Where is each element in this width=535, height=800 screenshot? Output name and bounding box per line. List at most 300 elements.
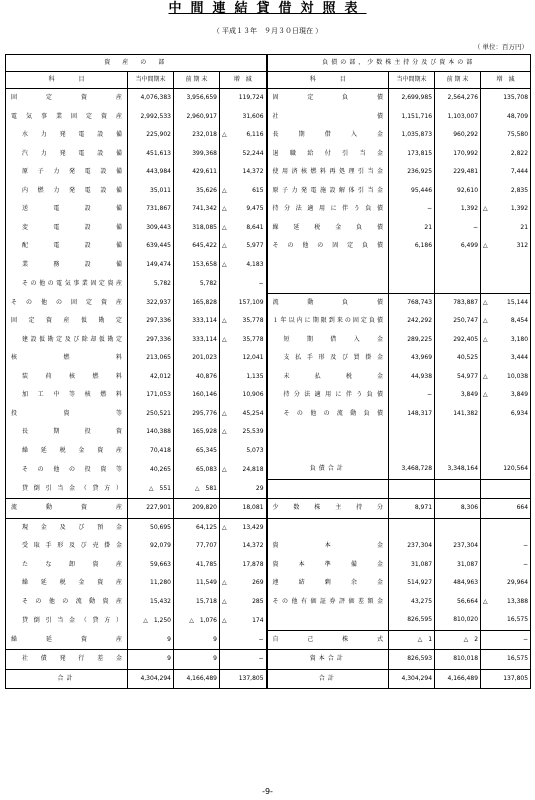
current-period-value: 4,304,294: [128, 669, 174, 689]
current-period-value: 4,076,383: [128, 89, 174, 108]
previous-period-value: 54,977: [435, 368, 481, 387]
table-row: [6, 293, 531, 312]
liability-item-label: 社債: [267, 108, 389, 127]
liability-item-label: 連結剰余金: [267, 574, 389, 593]
liability-item-label: 負債合計: [267, 460, 389, 479]
change-amount: −: [258, 655, 264, 663]
previous-period-value: 31,087: [435, 556, 481, 575]
current-period-value: 826,595: [389, 611, 435, 630]
change-value: [481, 537, 531, 556]
asset-item-label: 長期投資: [6, 423, 128, 442]
current-period-value: 826,593: [389, 650, 435, 670]
change-amount: −: [523, 542, 529, 550]
current-period-value: 768,743: [389, 293, 435, 312]
table-row: [6, 460, 531, 479]
previous-period-value: 237,304: [435, 537, 481, 556]
change-value: [481, 256, 531, 275]
column-header-row: [6, 72, 531, 89]
change-value: [220, 611, 267, 630]
current-period-value: 95,446: [389, 182, 435, 201]
col-item-left: 科 目: [6, 72, 128, 89]
current-period-value: 3,468,728: [389, 460, 435, 479]
report-date: （ 平成１３年 ９月３０日現在 ）: [212, 27, 323, 35]
change-value: [220, 182, 267, 201]
liability-item-label: 長期借入金: [267, 126, 389, 145]
table-row: [6, 499, 531, 519]
asset-item-label: 内燃力発電設備: [6, 182, 128, 201]
change-amount: 16,575: [507, 616, 529, 624]
decrease-mark: △: [483, 317, 488, 325]
asset-item-label: 貸倒引当金（貸方）: [6, 611, 128, 630]
change-value: [481, 274, 531, 293]
previous-period-value: 165,828: [174, 293, 220, 312]
previous-period-value: 5,782: [174, 274, 220, 293]
current-period-value: 297,336: [128, 331, 174, 350]
current-period-value: [389, 479, 435, 499]
change-amount: 17,878: [242, 560, 264, 568]
change-value: [481, 405, 531, 424]
previous-period-value: △ 1,076: [174, 611, 220, 630]
previous-period-value: [435, 256, 481, 275]
previous-period-value: 960,292: [435, 126, 481, 145]
current-period-value: [389, 442, 435, 461]
change-value: [481, 89, 531, 108]
asset-item-label: その他の投資等: [6, 460, 128, 479]
table-row: [6, 108, 531, 127]
decrease-mark: △: [222, 335, 227, 343]
change-value: [481, 312, 531, 331]
decrease-mark: △: [222, 260, 227, 268]
current-period-value: 5,782: [128, 274, 174, 293]
current-period-value: 149,474: [128, 256, 174, 275]
current-period-value: 9: [128, 630, 174, 650]
page-title: 中間連結貸借対照表: [168, 1, 367, 16]
liability-item-label: 短期借入金: [267, 331, 389, 350]
current-period-value: 40,265: [128, 460, 174, 479]
liability-item-label: 繰延税金負債: [267, 219, 389, 238]
asset-item-label: 貸倒引当金（貸方）: [6, 479, 128, 499]
current-period-value: 6,186: [389, 237, 435, 256]
asset-item-label: 原子力発電設備: [6, 163, 128, 182]
change-value: [481, 108, 531, 127]
liability-item-label: 支払手形及び買掛金: [267, 349, 389, 368]
asset-item-label: 繰延資産: [6, 630, 128, 650]
change-amount: 16,575: [507, 655, 529, 663]
change-value: [481, 219, 531, 238]
liability-item-label: 資本準備金: [267, 556, 389, 575]
change-value: [220, 312, 267, 331]
change-amount: 3,849: [510, 391, 529, 399]
table-row: [6, 423, 531, 442]
change-value: [220, 650, 267, 670]
previous-period-value: 3,348,164: [435, 460, 481, 479]
liability-item-label: [267, 611, 389, 630]
change-amount: 615: [252, 186, 264, 194]
change-amount: 35,778: [242, 317, 264, 325]
current-period-value: 140,388: [128, 423, 174, 442]
decrease-mark: △: [222, 317, 227, 325]
decrease-mark: △: [222, 409, 227, 417]
current-period-value: 639,445: [128, 237, 174, 256]
change-amount: 18,081: [242, 504, 264, 512]
previous-period-value: 429,611: [174, 163, 220, 182]
change-value: [481, 423, 531, 442]
decrease-mark: △: [222, 205, 227, 213]
current-period-value: 322,937: [128, 293, 174, 312]
change-value: [481, 518, 531, 537]
previous-period-value: 11,549: [174, 574, 220, 593]
liability-item-label: [267, 423, 389, 442]
change-value: [220, 537, 267, 556]
asset-item-label: 現金及び預金: [6, 518, 128, 537]
change-value: [481, 182, 531, 201]
liabilities-section-title: 負債の部，少数株主持分及び資本の部: [267, 55, 531, 72]
change-value: [220, 442, 267, 461]
decrease-mark: △: [483, 242, 488, 250]
current-period-value: 451,613: [128, 145, 174, 164]
change-amount: 3,180: [510, 335, 529, 343]
table-row: [6, 537, 531, 556]
previous-period-value: 333,114: [174, 331, 220, 350]
change-value: [481, 349, 531, 368]
table-row: [6, 405, 531, 424]
decrease-mark: △: [222, 223, 227, 231]
change-amount: −: [523, 635, 529, 643]
current-period-value: 173,815: [389, 145, 435, 164]
current-period-value: 43,275: [389, 593, 435, 612]
change-amount: 45,254: [242, 409, 264, 417]
previous-period-value: 8,306: [435, 499, 481, 519]
change-amount: 1,392: [510, 205, 529, 213]
col-current-left: 当中間期末: [128, 72, 174, 89]
change-amount: 13,429: [242, 523, 264, 531]
liability-item-label: その他の固定負債: [267, 237, 389, 256]
decrease-mark: △: [222, 579, 227, 587]
table-row: [6, 630, 531, 650]
change-amount: 29: [255, 484, 264, 492]
change-value: [220, 479, 267, 499]
change-value: [220, 405, 267, 424]
liability-item-label: [267, 256, 389, 275]
table-row: [6, 331, 531, 350]
section-header-row: [6, 55, 531, 72]
change-value: [220, 574, 267, 593]
current-period-value: 4,304,294: [389, 669, 435, 689]
change-amount: 119,724: [238, 94, 264, 102]
liability-item-label: 流動負債: [267, 293, 389, 312]
table-row: [6, 442, 531, 461]
current-period-value: 514,927: [389, 574, 435, 593]
decrease-mark: △: [222, 242, 227, 250]
previous-period-value: 2,960,917: [174, 108, 220, 127]
change-amount: 7,444: [510, 168, 529, 176]
current-period-value: [389, 518, 435, 537]
change-amount: 13,388: [507, 597, 529, 605]
change-value: [220, 556, 267, 575]
asset-item-label: 業務設備: [6, 256, 128, 275]
asset-item-label: 固定資産仮勘定: [6, 312, 128, 331]
previous-period-value: 399,368: [174, 145, 220, 164]
current-period-value: 1,035,873: [389, 126, 435, 145]
current-period-value: 171,053: [128, 386, 174, 405]
decrease-mark: △: [483, 391, 488, 399]
table-row: [6, 256, 531, 275]
change-value: [220, 368, 267, 387]
change-value: [220, 256, 267, 275]
change-amount: 25,539: [242, 428, 264, 436]
table-row: [6, 200, 531, 219]
current-period-value: −: [389, 200, 435, 219]
previous-period-value: 209,820: [174, 499, 220, 519]
table-row: [6, 650, 531, 670]
change-value: [481, 368, 531, 387]
current-period-value: 309,443: [128, 219, 174, 238]
change-value: [220, 499, 267, 519]
change-amount: 269: [252, 579, 264, 587]
change-amount: 120,564: [503, 465, 529, 473]
current-period-value: 2,992,533: [128, 108, 174, 127]
previous-period-value: 810,020: [435, 611, 481, 630]
previous-period-value: 64,125: [174, 518, 220, 537]
table-row: [6, 574, 531, 593]
previous-period-value: 229,481: [435, 163, 481, 182]
table-row: [6, 556, 531, 575]
current-period-value: 731,867: [128, 200, 174, 219]
current-period-value: 237,304: [389, 537, 435, 556]
liability-item-label: 自己株式: [267, 630, 389, 650]
table-row: [6, 386, 531, 405]
current-period-value: 11,280: [128, 574, 174, 593]
previous-period-value: 1,392: [435, 200, 481, 219]
previous-period-value: 4,166,489: [435, 669, 481, 689]
change-value: [481, 163, 531, 182]
previous-period-value: 484,963: [435, 574, 481, 593]
change-amount: 75,580: [507, 131, 529, 139]
decrease-mark: △: [483, 298, 488, 306]
change-value: [481, 293, 531, 312]
change-value: [220, 331, 267, 350]
change-value: [220, 593, 267, 612]
current-period-value: 297,336: [128, 312, 174, 331]
col-previous-left: 前 期 末: [174, 72, 220, 89]
change-amount: 135,708: [503, 94, 529, 102]
change-amount: 52,244: [242, 149, 264, 157]
decrease-mark: △: [222, 131, 227, 139]
liability-item-label: 未払税金: [267, 368, 389, 387]
liability-item-label: 持分法適用に伴う負債: [267, 386, 389, 405]
table-row: [6, 126, 531, 145]
unit-label: （ 単位：百万円）: [473, 43, 528, 51]
change-value: [481, 669, 531, 689]
asset-item-label: その他の流動資産: [6, 593, 128, 612]
change-amount: 29,964: [507, 579, 529, 587]
col-change-left: 増 減: [220, 72, 267, 89]
previous-period-value: 77,707: [174, 537, 220, 556]
asset-item-label: 投資等: [6, 405, 128, 424]
col-item-right: 科 目: [267, 72, 389, 89]
change-value: [481, 650, 531, 670]
previous-period-value: 56,664: [435, 593, 481, 612]
col-current-right: 当中間期末: [389, 72, 435, 89]
asset-item-label: 繰延税金資産: [6, 574, 128, 593]
change-amount: 15,144: [507, 298, 529, 306]
change-amount: 10,906: [242, 391, 264, 399]
previous-period-value: [435, 423, 481, 442]
change-amount: −: [258, 635, 264, 643]
current-period-value: △ 1,250: [128, 611, 174, 630]
change-value: [481, 611, 531, 630]
change-amount: 31,606: [242, 112, 264, 120]
liability-item-label: [267, 442, 389, 461]
change-amount: 9,475: [246, 205, 264, 213]
previous-period-value: 201,023: [174, 349, 220, 368]
table-row: [6, 219, 531, 238]
change-value: [220, 293, 267, 312]
current-period-value: 42,012: [128, 368, 174, 387]
change-value: [481, 145, 531, 164]
previous-period-value: 1,103,007: [435, 108, 481, 127]
change-value: [220, 145, 267, 164]
change-value: [481, 593, 531, 612]
asset-item-label: 受取手形及び売掛金: [6, 537, 128, 556]
current-period-value: 236,925: [389, 163, 435, 182]
asset-item-label: 流動資産: [6, 499, 128, 519]
change-amount: 285: [252, 597, 264, 605]
table-row: [6, 479, 531, 499]
table-row: [6, 312, 531, 331]
change-value: [220, 200, 267, 219]
current-period-value: 250,521: [128, 405, 174, 424]
asset-item-label: 固定資産: [6, 89, 128, 108]
current-period-value: 148,317: [389, 405, 435, 424]
liability-item-label: 合計: [267, 669, 389, 689]
current-period-value: 9: [128, 650, 174, 670]
asset-item-label: その他の電気事業固定資産: [6, 274, 128, 293]
asset-item-label: 変電設備: [6, 219, 128, 238]
liability-item-label: 原子力発電施設解体引当金: [267, 182, 389, 201]
previous-period-value: 41,785: [174, 556, 220, 575]
previous-period-value: 15,718: [174, 593, 220, 612]
change-amount: 14,372: [242, 542, 264, 550]
current-period-value: 8,971: [389, 499, 435, 519]
table-row: [6, 89, 531, 108]
change-value: [220, 237, 267, 256]
previous-period-value: 783,887: [435, 293, 481, 312]
current-period-value: 59,663: [128, 556, 174, 575]
current-period-value: △ 1: [389, 630, 435, 650]
asset-item-label: 核燃料: [6, 349, 128, 368]
previous-period-value: 6,499: [435, 237, 481, 256]
previous-period-value: 333,114: [174, 312, 220, 331]
previous-period-value: 292,405: [435, 331, 481, 350]
previous-period-value: 9: [174, 630, 220, 650]
asset-item-label: 加工中等核燃料: [6, 386, 128, 405]
liability-item-label: その他の流動負債: [267, 405, 389, 424]
previous-period-value: 741,342: [174, 200, 220, 219]
liability-item-label: 資本金: [267, 537, 389, 556]
previous-period-value: 92,610: [435, 182, 481, 201]
change-value: [481, 331, 531, 350]
decrease-mark: △: [483, 335, 488, 343]
change-value: [220, 126, 267, 145]
change-amount: 14,372: [242, 168, 264, 176]
current-period-value: 35,011: [128, 182, 174, 201]
change-amount: 312: [516, 242, 529, 250]
previous-period-value: 65,345: [174, 442, 220, 461]
change-amount: 8,641: [246, 223, 264, 231]
current-period-value: 43,969: [389, 349, 435, 368]
previous-period-value: 170,992: [435, 145, 481, 164]
table-row: [6, 182, 531, 201]
decrease-mark: △: [483, 205, 488, 213]
previous-period-value: 645,422: [174, 237, 220, 256]
previous-period-value: 160,146: [174, 386, 220, 405]
change-amount: 35,778: [242, 335, 264, 343]
table-row: [6, 274, 531, 293]
change-value: [481, 630, 531, 650]
asset-item-label: 装荷核燃料: [6, 368, 128, 387]
liability-item-label: １年以内に期限到来の固定負債: [267, 312, 389, 331]
change-value: [220, 219, 267, 238]
change-value: [481, 460, 531, 479]
table-row: [6, 237, 531, 256]
current-period-value: 92,079: [128, 537, 174, 556]
change-amount: 21: [520, 223, 529, 231]
previous-period-value: △ 581: [174, 479, 220, 499]
decrease-mark: △: [222, 616, 227, 624]
liability-item-label: [267, 274, 389, 293]
change-value: [481, 126, 531, 145]
change-amount: −: [523, 560, 529, 568]
current-period-value: 1,151,716: [389, 108, 435, 127]
change-amount: 5,977: [246, 242, 264, 250]
previous-period-value: [435, 518, 481, 537]
decrease-mark: △: [222, 428, 227, 436]
asset-item-label: 汽力発電設備: [6, 145, 128, 164]
current-period-value: 70,418: [128, 442, 174, 461]
change-amount: 48,709: [507, 112, 529, 120]
liability-item-label: 退職給付引当金: [267, 145, 389, 164]
asset-item-label: 社債発行差金: [6, 650, 128, 670]
change-value: [220, 163, 267, 182]
liability-item-label: 持分法適用に伴う負債: [267, 200, 389, 219]
col-previous-right: 前 期 末: [435, 72, 481, 89]
current-period-value: 289,225: [389, 331, 435, 350]
change-amount: 174: [252, 616, 264, 624]
change-value: [220, 669, 267, 689]
change-amount: 3,444: [510, 354, 529, 362]
decrease-mark: △: [222, 465, 227, 473]
change-value: [220, 630, 267, 650]
previous-period-value: 232,018: [174, 126, 220, 145]
decrease-mark: △: [483, 597, 488, 605]
change-amount: 2,835: [510, 186, 529, 194]
assets-section-title: 資 産 の 部: [6, 55, 267, 72]
previous-period-value: 35,626: [174, 182, 220, 201]
decrease-mark: △: [222, 523, 227, 531]
change-amount: 2,822: [510, 149, 529, 157]
liability-item-label: 固定負債: [267, 89, 389, 108]
current-period-value: [389, 423, 435, 442]
asset-item-label: 配電設備: [6, 237, 128, 256]
asset-item-label: 電気事業固定資産: [6, 108, 128, 127]
previous-period-value: 40,525: [435, 349, 481, 368]
change-amount: 1,135: [246, 372, 264, 380]
previous-period-value: 810,018: [435, 650, 481, 670]
current-period-value: 31,087: [389, 556, 435, 575]
change-amount: 664: [516, 504, 529, 512]
change-value: [220, 460, 267, 479]
